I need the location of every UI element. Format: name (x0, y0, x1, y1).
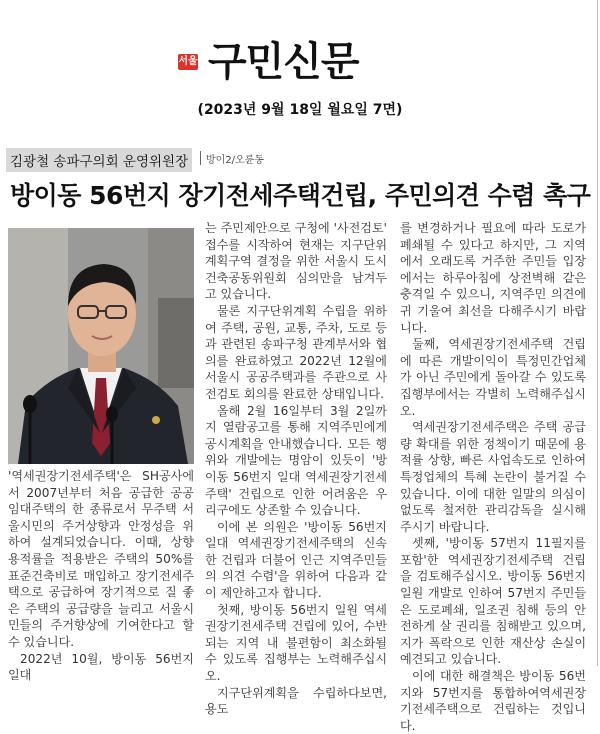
paragraph: 셋째, '방이동 57번지 11필지를 포함'한 역세권장기전세주택 건립을 검토해주십시오. 방이동 56번지 일원 개발로 인하여 57번지 주민들은 도로폐쇄, 일조권 침해 등의 안전하게 살 권리를 침해받고 있으며, 지가 폭락으로 인한 재산상 손실이 예견되고 있습니다. (400, 536, 586, 667)
article-column-2 (205, 220, 387, 718)
paragraph: 물론 지구단위계획 수립을 위하여 주택, 공원, 교통, 주차, 도로 등과 관련된 송파구청 관계부서와 협의를 완료하였고 2022년 12월에 서울시 공공주택과를 주관으로 사전검토 회의를 완료한 상태입니다. (205, 303, 387, 401)
kicker-byline: 김광철 송파구의회 운영위원장 (6, 148, 192, 172)
kicker-divider (200, 151, 201, 165)
article-column-3 (400, 220, 586, 734)
paragraph: 둘째, 역세권장기전세주택 건립에 따른 개발이익이 특정민간업체가 아닌 주민에게 돌아갈 수 있도록 집행부에서는 각별히 노력해주십시오. (400, 337, 586, 418)
article-headline: 방이동 56번지 장기전세주택건립, 주민의견 수렴 촉구 (10, 181, 591, 210)
dateline: (2023년 9월 18일 월요일 7면) (197, 102, 403, 118)
portrait-image (8, 228, 194, 464)
paragraph: 지구단위계획을 수립하다보면, 용도 (205, 685, 387, 717)
article-column-1 (8, 468, 194, 684)
newspaper-masthead: 구민신문 (208, 38, 359, 85)
paragraph: 를 변경하거나 필요에 따라 도로가 폐쇄될 수 있다고 하지만, 그 지역에서 오래도록 거주한 주민들 입장에서는 하루아침에 상전벽해 같은 충격일 수 있으니, 지역주민 의견에 귀 기울여 최선을 다해주시기 바랍니다. (400, 221, 586, 335)
seoul-badge: 서울 (178, 54, 198, 70)
paragraph: 첫째, 방이동 56번지 일원 역세권장기전세주택 건립에 있어, 수반되는 지역 내 불편함이 최소화될 수 있도록 집행부는 노력해주십시오. (205, 602, 387, 684)
paragraph: 이에 대한 해결책은 방이동 56번지와 57번지를 통합하여역세권장기전세주택으로 건립하는 것입니다. (400, 669, 586, 733)
portrait-photo (8, 228, 194, 464)
paragraph: '역세권장기전세주택'은 SH공사에서 2007년부터 처음 공급한 공공임대주택의 한 종류로서 무주택 서울시민의 주거상향과 안정성을 위하여 설계되었습니다. 이때, 상향 용적률을 적용받은 주택의 50%를 표준건축비로 매입하고 장기전세주택으로 공급하여 장기적으로 질 좋은 주택의 공급량을 늘리고 서울시민들의 주거향상에 기여한다고 할 수 있습니다. (8, 469, 194, 649)
paragraph: 올해 2월 16일부터 3월 2일까지 열람공고를 통해 지역주민에게 공시계획을 안내했습니다. 모든 행위와 개발에는 명암이 있듯이 '방이동 56번지 일대 역세권장기전세주택' 건립으로 인한 어려움은 우리구에도 상존할 수 있습니다. (205, 403, 387, 518)
paragraph: 2022년 10월, 방이동 56번지 일대 (8, 651, 194, 683)
paragraph: 는 주민제안으로 구청에 '사전검토' 접수를 시작하여 현재는 지구단위계획구역 결정을 위한 서울시 도시건축공동위원회 심의만을 남겨두고 있습니다. (205, 221, 387, 302)
paragraph: 이에 본 의원은 '방이동 56번지 일대 역세권장기전세주택의 신속한 건립과 더불어 인근 지역주민들의 의견 수렴'을 위하여 다음과 같이 제안하고자 합니다. (205, 519, 387, 601)
district-tag: 방이2/오륜동 (206, 155, 265, 166)
paragraph: 역세권장기전세주택은 주택 공급량 확대를 위한 정책이기 때문에 용적률 상향, 빠른 사업속도로 인하여 특정업체의 특혜 논란이 불거질 수 있습니다. 이에 대한 일말의 의심이 없도록 철저한 관리감독을 실시해주시기 바랍니다. (400, 420, 586, 534)
page-edge-rule (597, 0, 598, 666)
